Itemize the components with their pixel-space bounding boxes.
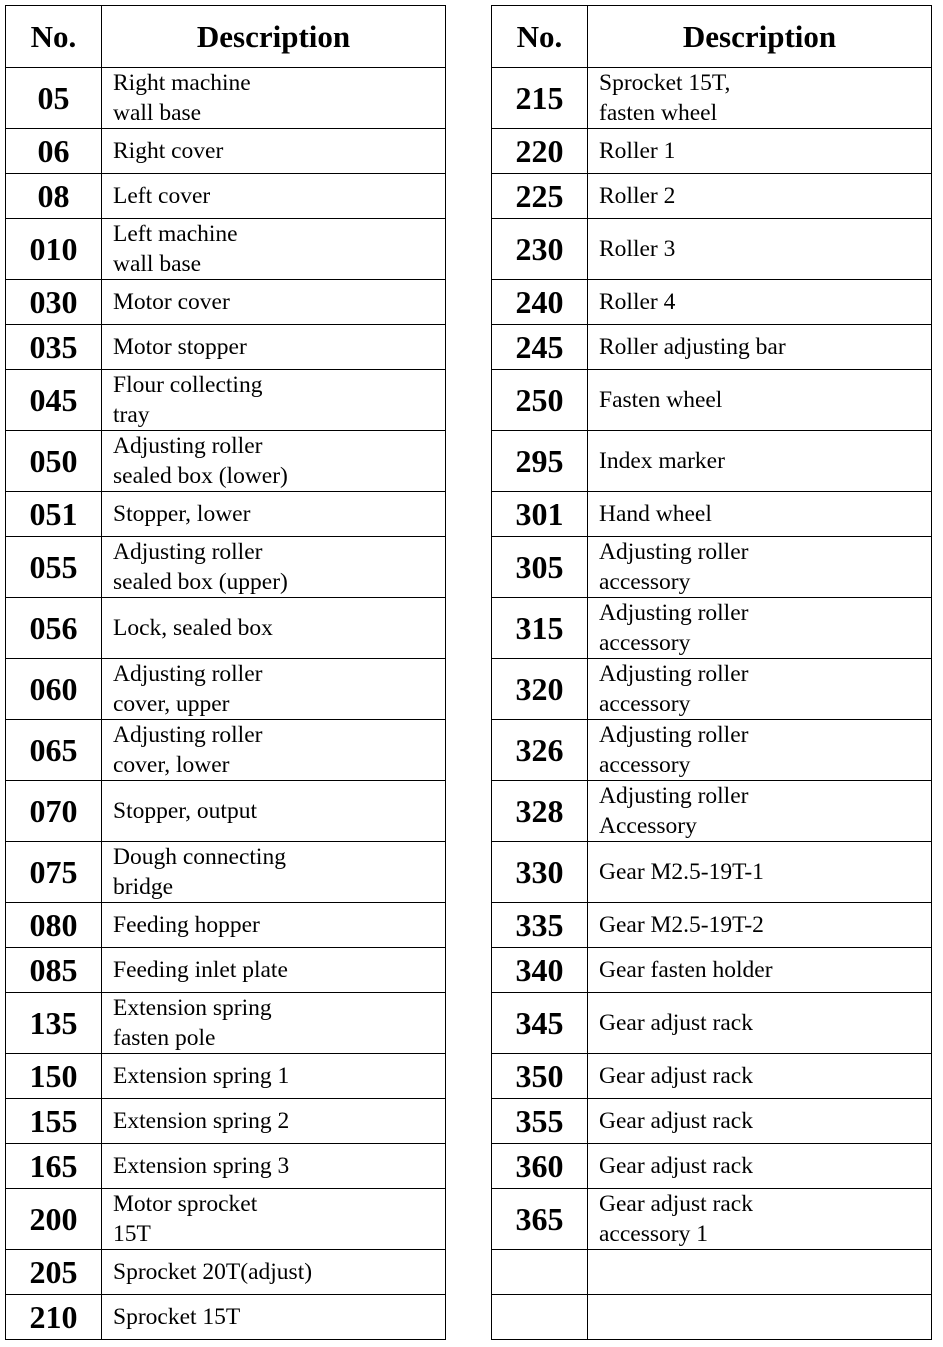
part-description: Adjusting roller accessory	[588, 659, 932, 720]
part-description: Feeding inlet plate	[102, 948, 446, 993]
table-row	[6, 370, 446, 431]
part-number: 240	[492, 280, 588, 325]
part-number: 035	[6, 325, 102, 370]
part-description: Flour collecting tray	[102, 370, 446, 431]
part-number: 070	[6, 781, 102, 842]
part-number: 08	[6, 174, 102, 219]
part-number: 155	[6, 1099, 102, 1144]
table-row	[492, 659, 932, 720]
part-number: 135	[6, 993, 102, 1054]
part-number: 210	[6, 1295, 102, 1340]
part-number: 326	[492, 720, 588, 781]
part-description: Adjusting roller Accessory	[588, 781, 932, 842]
description-header: Description	[588, 6, 932, 68]
part-number: 328	[492, 781, 588, 842]
table-row	[6, 68, 446, 129]
table-row	[6, 1054, 446, 1099]
part-description: Right machine wall base	[102, 68, 446, 129]
table-row	[6, 948, 446, 993]
part-number: 360	[492, 1144, 588, 1189]
part-description	[588, 1295, 932, 1340]
part-description: Motor stopper	[102, 325, 446, 370]
part-description: Sprocket 15T	[102, 1295, 446, 1340]
part-number: 150	[6, 1054, 102, 1099]
part-number: 085	[6, 948, 102, 993]
table-row	[6, 1099, 446, 1144]
part-description: Stopper, lower	[102, 492, 446, 537]
part-number: 215	[492, 68, 588, 129]
no-header: No.	[492, 6, 588, 68]
table-row	[6, 598, 446, 659]
part-number: 075	[6, 842, 102, 903]
table-row	[6, 993, 446, 1054]
table-row	[6, 1295, 446, 1340]
parts-rows-left	[6, 68, 446, 1340]
table-row	[492, 537, 932, 598]
part-description: Gear fasten holder	[588, 948, 932, 993]
header-row	[6, 6, 446, 68]
part-description: Adjusting roller cover, upper	[102, 659, 446, 720]
table-row	[492, 492, 932, 537]
part-description: Extension spring 1	[102, 1054, 446, 1099]
table-row	[6, 325, 446, 370]
part-number: 065	[6, 720, 102, 781]
table-row	[492, 1054, 932, 1099]
part-number: 330	[492, 842, 588, 903]
part-description: Adjusting roller accessory	[588, 537, 932, 598]
part-description: Fasten wheel	[588, 370, 932, 431]
table-row	[6, 129, 446, 174]
part-number: 365	[492, 1189, 588, 1250]
part-description: Dough connecting bridge	[102, 842, 446, 903]
table-row	[492, 219, 932, 280]
part-number: 320	[492, 659, 588, 720]
table-row	[6, 174, 446, 219]
table-row	[6, 431, 446, 492]
table-row	[492, 325, 932, 370]
part-number: 230	[492, 219, 588, 280]
part-description: Gear M2.5-19T-1	[588, 842, 932, 903]
part-number: 050	[6, 431, 102, 492]
part-description: Roller 4	[588, 280, 932, 325]
table-row	[6, 537, 446, 598]
part-description: Adjusting roller sealed box (upper)	[102, 537, 446, 598]
part-number: 250	[492, 370, 588, 431]
table-row	[6, 219, 446, 280]
part-description: Gear adjust rack accessory 1	[588, 1189, 932, 1250]
part-description: Gear adjust rack	[588, 1054, 932, 1099]
part-number: 225	[492, 174, 588, 219]
header-row	[492, 6, 932, 68]
table-row	[492, 720, 932, 781]
part-number: 030	[6, 280, 102, 325]
table-row	[492, 431, 932, 492]
table-row	[6, 280, 446, 325]
table-row	[492, 598, 932, 659]
part-description: Roller 1	[588, 129, 932, 174]
description-header: Description	[102, 6, 446, 68]
part-number: 295	[492, 431, 588, 492]
table-row	[6, 781, 446, 842]
part-description: Roller 3	[588, 219, 932, 280]
table-row	[6, 492, 446, 537]
table-row	[6, 659, 446, 720]
part-description: Extension spring 2	[102, 1099, 446, 1144]
part-description: Motor cover	[102, 280, 446, 325]
table-row	[492, 1250, 932, 1295]
table-row	[492, 1295, 932, 1340]
part-number: 010	[6, 219, 102, 280]
part-description: Gear adjust rack	[588, 1099, 932, 1144]
part-number: 315	[492, 598, 588, 659]
part-number: 245	[492, 325, 588, 370]
table-row	[6, 720, 446, 781]
parts-table-right	[491, 5, 932, 1340]
part-description: Gear M2.5-19T-2	[588, 903, 932, 948]
part-number: 355	[492, 1099, 588, 1144]
part-number: 335	[492, 903, 588, 948]
table-row	[492, 370, 932, 431]
part-number	[492, 1295, 588, 1340]
part-number: 056	[6, 598, 102, 659]
part-description: Lock, sealed box	[102, 598, 446, 659]
part-number	[492, 1250, 588, 1295]
table-row	[492, 174, 932, 219]
part-description: Extension spring 3	[102, 1144, 446, 1189]
table-row	[6, 1250, 446, 1295]
part-description: Extension spring fasten pole	[102, 993, 446, 1054]
table-row	[492, 1144, 932, 1189]
table-row	[492, 842, 932, 903]
table-row	[6, 903, 446, 948]
table-row	[492, 781, 932, 842]
part-number: 350	[492, 1054, 588, 1099]
part-description: Motor sprocket 15T	[102, 1189, 446, 1250]
part-number: 060	[6, 659, 102, 720]
part-description: Sprocket 15T, fasten wheel	[588, 68, 932, 129]
part-number: 165	[6, 1144, 102, 1189]
table-row	[6, 1144, 446, 1189]
part-description: Adjusting roller accessory	[588, 598, 932, 659]
table-row	[6, 842, 446, 903]
part-number: 205	[6, 1250, 102, 1295]
part-number: 301	[492, 492, 588, 537]
part-number: 045	[6, 370, 102, 431]
part-number: 345	[492, 993, 588, 1054]
table-row	[492, 1099, 932, 1144]
part-description: Feeding hopper	[102, 903, 446, 948]
part-description: Right cover	[102, 129, 446, 174]
table-row	[492, 129, 932, 174]
table-row	[6, 1189, 446, 1250]
part-description: Left machine wall base	[102, 219, 446, 280]
parts-rows-right	[492, 68, 932, 1340]
table-row	[492, 948, 932, 993]
part-number: 06	[6, 129, 102, 174]
parts-table-left	[5, 5, 446, 1340]
part-description: Stopper, output	[102, 781, 446, 842]
part-number: 305	[492, 537, 588, 598]
part-description: Hand wheel	[588, 492, 932, 537]
table-row	[492, 993, 932, 1054]
part-description: Adjusting roller accessory	[588, 720, 932, 781]
table-row	[492, 1189, 932, 1250]
part-number: 080	[6, 903, 102, 948]
part-description: Sprocket 20T(adjust)	[102, 1250, 446, 1295]
part-description: Roller adjusting bar	[588, 325, 932, 370]
table-row	[492, 68, 932, 129]
part-description: Adjusting roller cover, lower	[102, 720, 446, 781]
part-number: 055	[6, 537, 102, 598]
table-row	[492, 280, 932, 325]
part-number: 340	[492, 948, 588, 993]
table-row	[492, 903, 932, 948]
part-description: Roller 2	[588, 174, 932, 219]
part-number: 200	[6, 1189, 102, 1250]
part-description: Gear adjust rack	[588, 993, 932, 1054]
part-number: 05	[6, 68, 102, 129]
part-description: Left cover	[102, 174, 446, 219]
part-description: Gear adjust rack	[588, 1144, 932, 1189]
no-header: No.	[6, 6, 102, 68]
part-description: Index marker	[588, 431, 932, 492]
part-description: Adjusting roller sealed box (lower)	[102, 431, 446, 492]
part-description	[588, 1250, 932, 1295]
part-number: 220	[492, 129, 588, 174]
part-number: 051	[6, 492, 102, 537]
